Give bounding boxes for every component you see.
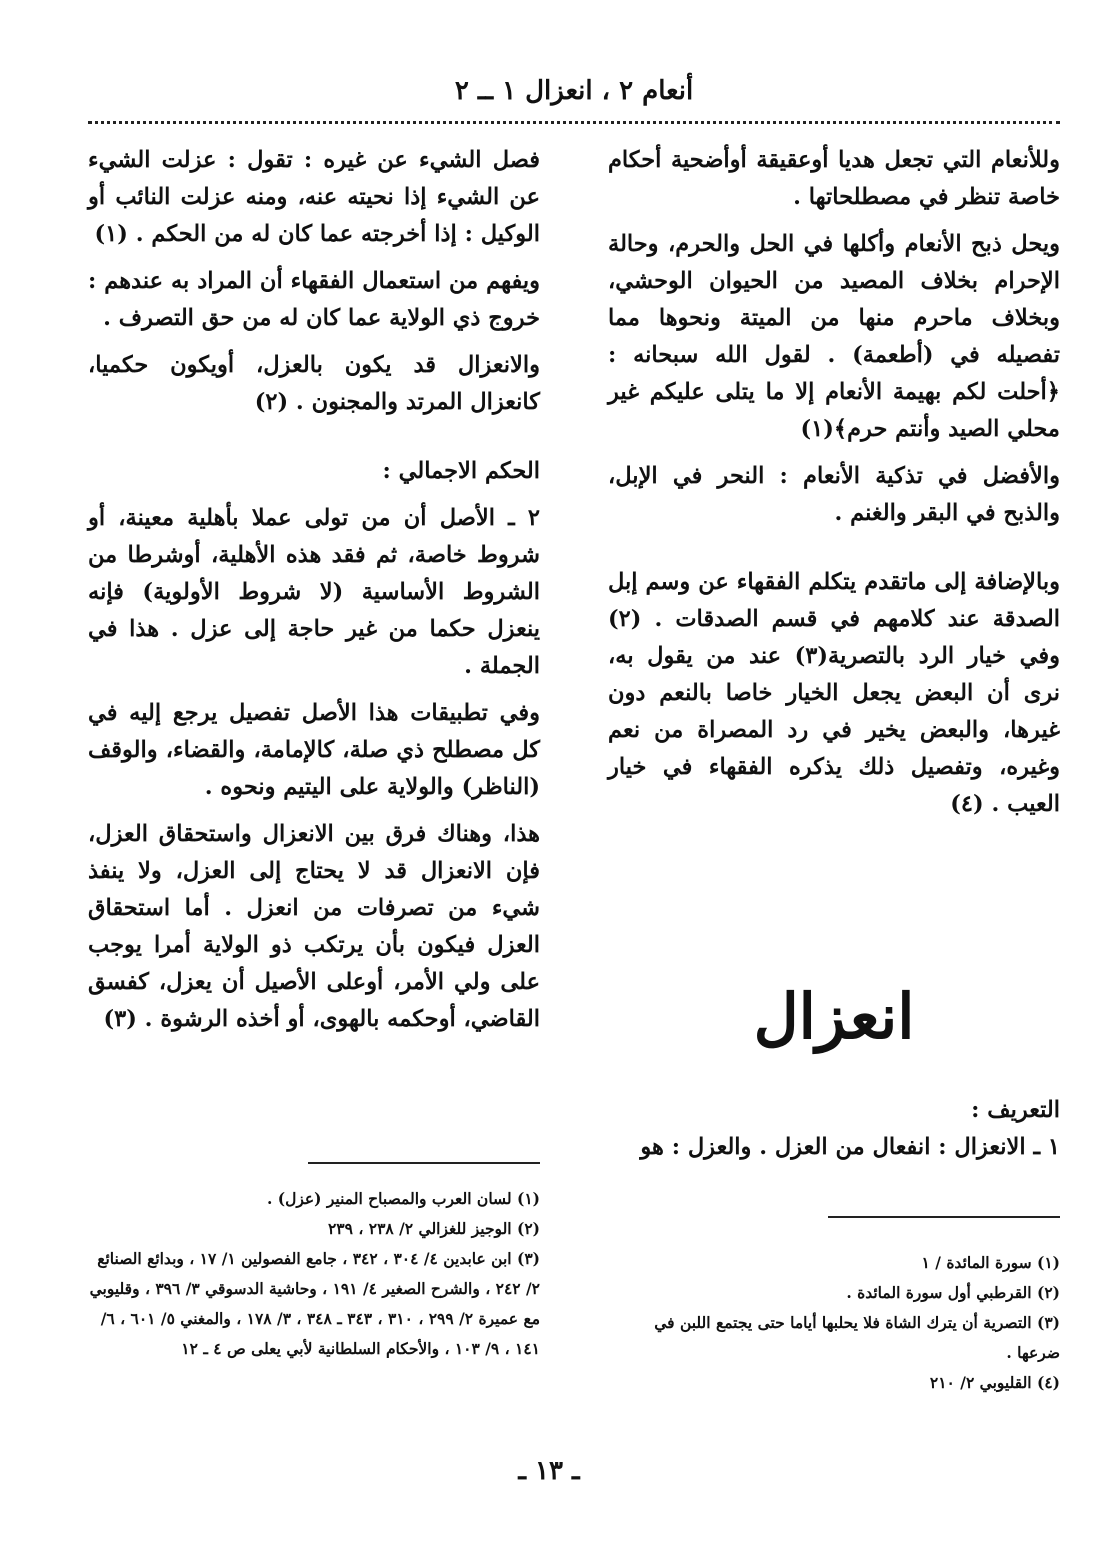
header-dotted-rule [88, 121, 1060, 124]
paragraph: ويفهم من استعمال الفقهاء أن المراد به عندهم : خروج ذي الولاية عما كان له من حق التصرف . [88, 268, 540, 331]
definition-text: ١ ـ الانعزال : انفعال من العزل . والعزل : هو [640, 1134, 1060, 1160]
footnote: (١) لسان العرب والمصباح المنير (عزل) . [266, 1189, 540, 1208]
paragraph: والأفضل في تذكية الأنعام : النحر في الإبل، والذبح في البقر والغنم . [608, 463, 1060, 526]
page-number: ـ ١٣ ـ [518, 1456, 580, 1486]
entry-title: انعزال [753, 980, 915, 1053]
section-heading: الحكم الاجمالي : [382, 458, 540, 484]
paragraph-spacer [88, 431, 540, 453]
footnotes-right [608, 1248, 1060, 1398]
definition-heading: التعريف : [971, 1097, 1060, 1123]
paragraph: وفي تطبيقات هذا الأصل تفصيل يرجع إليه في كل مصطلح ذي صلة، كالإمامة، والقضاء، والوقف (الناظر) والولاية على اليتيم ونحوه . [88, 700, 540, 800]
paragraph: ٢ ـ الأصل أن من تولى عملا بأهلية معينة، أو شروط خاصة، ثم فقد هذه الأهلية، أوشرطا من الشروط الأساسية (لا شروط الأولوية) فإنه ينعزل حكما من غير حاجة إلى عزل . هذا في الجملة . [88, 505, 540, 679]
paragraph: فصل الشيء عن غيره : تقول : عزلت الشيء عن الشيء إذا نحيته عنه، ومنه عزلت النائب أو الوكيل : إذا أخرجته عما كان له من الحكم . (١) [88, 147, 540, 247]
right-column [608, 142, 1060, 833]
footnote: (٢) القرطبي أول سورة المائدة . [846, 1283, 1060, 1302]
footnote: (٣) ابن عابدين ٤/ ٣٠٤ ، ٣٤٢ ، جامع الفصولين ١/ ١٧ ، وبدائع الصنائع ٢/ ٢٤٢ ، والشرح الصغير ٤/ ١٩١ ، وحاشية الدسوقي ٣/ ٣٩٦ ، وقليوبي مع عميرة ٢/ ٢٩٩ ، ٣١٠ ، ٣٤٣ ـ ٣٤٨ ، ٣/ ١٧٨ ، والمغني ٥/ ٦٠١ ، ٦/ ١٤١ ، ٩/ ١٠٣ ، والأحكام السلطانية لأبي يعلى ص ٤ ـ ١٢ [89, 1249, 540, 1358]
footnotes-left [88, 1184, 540, 1364]
paragraph: وللأنعام التي تجعل هديا أوعقيقة أوأضحية أحكام خاصة تنظر في مصطلحاتها . [608, 147, 1060, 210]
paragraph: هذا، وهناك فرق بين الانعزال واستحقاق العزل، فإن الانعزال قد لا يحتاج إلى العزل، ولا ينفذ شيء من تصرفات من انعزل . أما استحقاق العزل فيكون بأن يرتكب ذو الولاية أمرا يوجب على ولي الأمر، أوعلى الأصيل أن يعزل، كفسق القاضي، أوحكمه بالهوى، أو أخذه الرشوة . (٣) [88, 821, 540, 1032]
footnote: (٤) القليوبي ٢/ ٢١٠ [929, 1373, 1060, 1392]
definition-block [608, 1092, 1060, 1166]
paragraph: والانعزال قد يكون بالعزل، أويكون حكميا، كانعزال المرتد والمجنون . (٢) [88, 352, 540, 415]
footnote-separator [308, 1162, 540, 1164]
paragraph: وبالإضافة إلى ماتقدم يتكلم الفقهاء عن وسم إبل الصدقة عند كلامهم في قسم الصدقات . (٢) وفي خيار الرد بالتصرية(٣) عند من يقول به، نرى أن البعض يجعل الخيار خاصا بالنعم دون غيرها، والبعض يخير في رد المصراة من نعم وغيره، وتفصيل ذلك يذكره الفقهاء في خيار العيب . (٤) [608, 569, 1061, 817]
running-header: أنعام ٢ ، انعزال ١ ــ ٢ [454, 76, 694, 106]
footnote: (٣) التصرية أن يترك الشاة فلا يحلبها أياما حتى يجتمع اللبن في ضرعها . [654, 1313, 1060, 1362]
paragraph-spacer [608, 542, 1060, 564]
footnote: (٢) الوجيز للغزالي ٢/ ٢٣٨ ، ٢٣٩ [327, 1219, 540, 1238]
footnote: (١) سورة المائدة / ١ [921, 1253, 1060, 1272]
left-column [88, 142, 540, 1048]
footnote-separator [828, 1216, 1060, 1218]
paragraph: ويحل ذبح الأنعام وأكلها في الحل والحرم، وحالة الإحرام بخلاف المصيد من الحيوان الوحشي، وبخلاف ماحرم منها من الميتة ونحوها مما تفصيله في (أطعمة) . لقول الله سبحانه : ﴿أحلت لكم بهيمة الأنعام إلا ما يتلى عليكم غير محلي الصيد وأنتم حرم﴾(١) [608, 231, 1060, 442]
